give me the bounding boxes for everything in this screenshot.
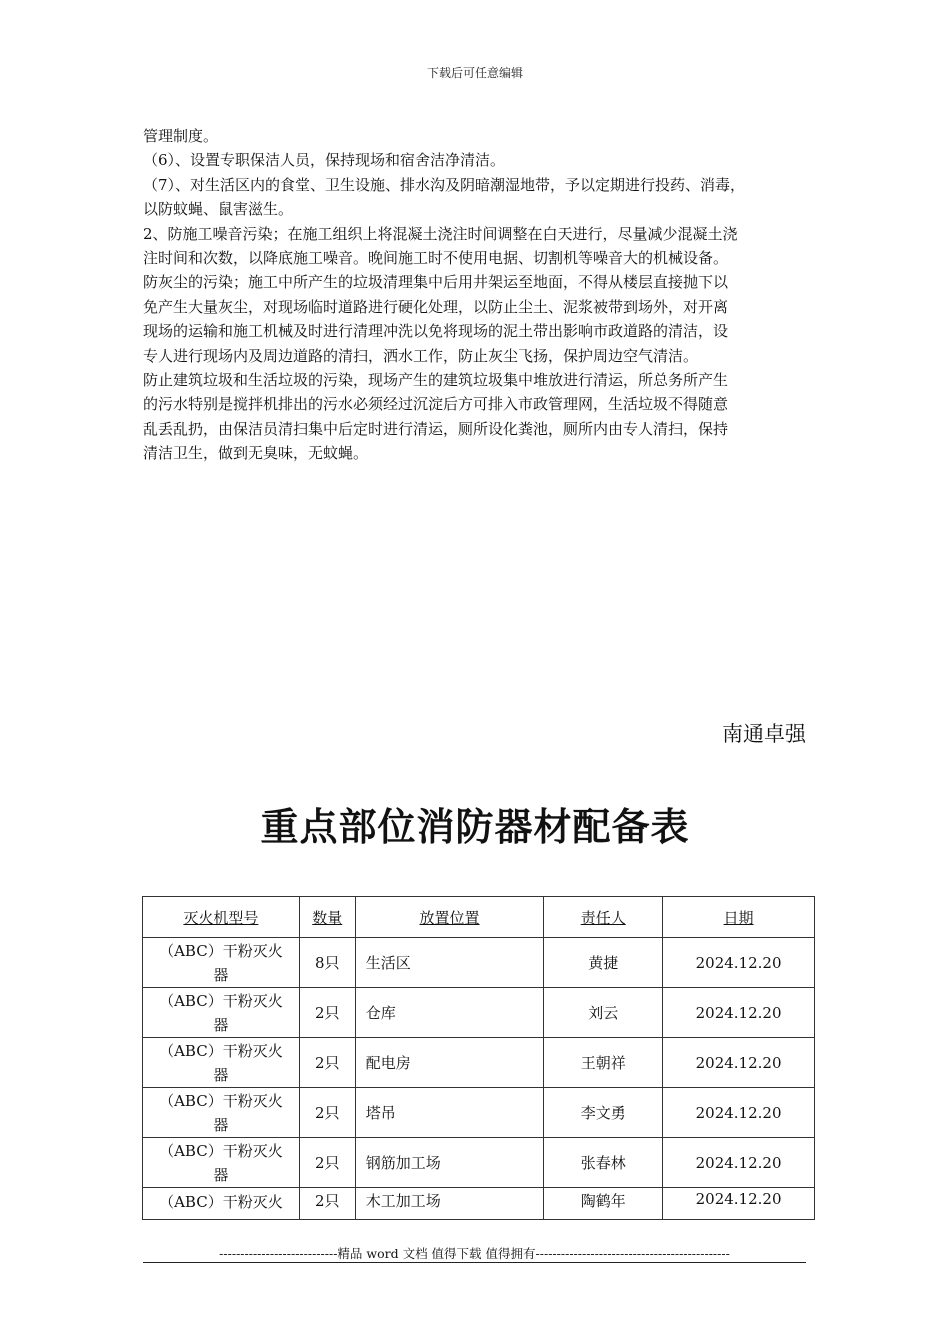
header-responsible: 责任人 — [544, 897, 663, 938]
cell-location: 仓库 — [355, 988, 544, 1038]
cell-responsible: 陶鹤年 — [544, 1188, 663, 1220]
cell-date: 2024.12.20 — [663, 938, 815, 988]
table-row — [143, 1188, 815, 1220]
cell-qty: 2只 — [299, 1138, 355, 1188]
cell-responsible: 张春林 — [544, 1138, 663, 1188]
cell-type: （ABC）干粉灭火 器 — [143, 938, 300, 988]
table-row — [143, 1138, 815, 1188]
cell-location: 钢筋加工场 — [355, 1138, 544, 1188]
cell-responsible: 王朝祥 — [544, 1038, 663, 1088]
footer-divider — [143, 1262, 806, 1263]
body-line: 现场的运输和施工机械及时进行清理冲洗以免将现场的泥土带出影响市政道路的清洁，设 — [143, 322, 729, 341]
cell-responsible: 李文勇 — [544, 1088, 663, 1138]
body-line: （7）、对生活区内的食堂、卫生设施、排水沟及阴暗潮湿地带，予以定期进行投药、消毒， — [143, 175, 746, 194]
cell-date: 2024.12.20 — [663, 1088, 815, 1138]
cell-location: 塔吊 — [355, 1088, 544, 1138]
body-line: 防灰尘的污染；施工中所产生的垃圾清理集中后用井架运至地面，不得从楼层直接抛下以 — [143, 273, 729, 292]
cell-type: （ABC）干粉灭火 器 — [143, 1038, 300, 1088]
cell-qty: 2只 — [299, 1188, 355, 1220]
document-title: 重点部位消防器材配备表 — [260, 805, 690, 849]
cell-date: 2024.12.20 — [663, 1188, 815, 1220]
cell-type: （ABC）干粉灭火 — [143, 1188, 300, 1220]
cell-location: 生活区 — [355, 938, 544, 988]
cell-location: 配电房 — [355, 1038, 544, 1088]
footer-note: ----------------------------精品 word 文档 值得下载 值得拥有---------------------------------------------- — [219, 1246, 730, 1261]
body-line: 注时间和次数，以降底施工噪音。晚间施工时不使用电据、切割机等噪音大的机械设备。 — [143, 248, 729, 267]
cell-type: （ABC）干粉灭火 器 — [143, 1138, 300, 1188]
header-type: 灭火机型号 — [143, 897, 300, 938]
body-line: 以防蚊蝇、鼠害滋生。 — [143, 200, 294, 219]
body-line: 2、防施工噪音污染；在施工组织上将混凝土浇注时间调整在白天进行，尽量减少混凝土浇 — [143, 224, 738, 243]
header-location: 放置位置 — [355, 897, 544, 938]
fire-equipment-table — [142, 896, 815, 1220]
table-row — [143, 938, 815, 988]
cell-location: 木工加工场 — [355, 1188, 544, 1220]
body-paragraphs — [143, 124, 813, 465]
cell-date: 2024.12.20 — [663, 1038, 815, 1088]
body-line: 免产生大量灰尘，对现场临时道路进行硬化处理，以防止尘土、泥浆被带到场外，对开离 — [143, 297, 729, 316]
table-row — [143, 988, 815, 1038]
body-line: 管理制度。 — [143, 127, 219, 145]
cell-qty: 2只 — [299, 1088, 355, 1138]
body-line: （6）、设置专职保洁人员，保持现场和宿舍洁净清洁。 — [143, 151, 506, 170]
body-line: 专人进行现场内及周边道路的清扫，洒水工作，防止灰尘飞扬，保护周边空气清洁。 — [143, 346, 699, 365]
body-line: 防止建筑垃圾和生活垃圾的污染，现场产生的建筑垃圾集中堆放进行清运，所总务所产生 — [143, 370, 729, 389]
company-name: 南通卓强 — [722, 722, 806, 746]
cell-responsible: 刘云 — [544, 988, 663, 1038]
table-row — [143, 1038, 815, 1088]
header-date: 日期 — [663, 897, 815, 938]
cell-type: （ABC）干粉灭火 器 — [143, 1088, 300, 1138]
body-line: 清洁卫生，做到无臭味，无蚊蝇。 — [143, 444, 369, 463]
page-header-note: 下载后可任意编辑 — [426, 66, 523, 80]
cell-date: 2024.12.20 — [663, 988, 815, 1038]
body-line: 的污水特别是搅拌机排出的污水必须经过沉淀后方可排入市政管理网，生活垃圾不得随意 — [143, 395, 729, 414]
cell-date: 2024.12.20 — [663, 1138, 815, 1188]
cell-qty: 8只 — [299, 938, 355, 988]
table-row — [143, 1088, 815, 1138]
header-qty: 数量 — [299, 897, 355, 938]
body-line: 乱丢乱扔，由保洁员清扫集中后定时进行清运，厕所设化粪池，厕所内由专人清扫，保持 — [143, 419, 729, 438]
cell-responsible: 黄捷 — [544, 938, 663, 988]
cell-qty: 2只 — [299, 1038, 355, 1088]
cell-qty: 2只 — [299, 988, 355, 1038]
cell-type: （ABC）干粉灭火 器 — [143, 988, 300, 1038]
table-header-row — [143, 897, 815, 938]
